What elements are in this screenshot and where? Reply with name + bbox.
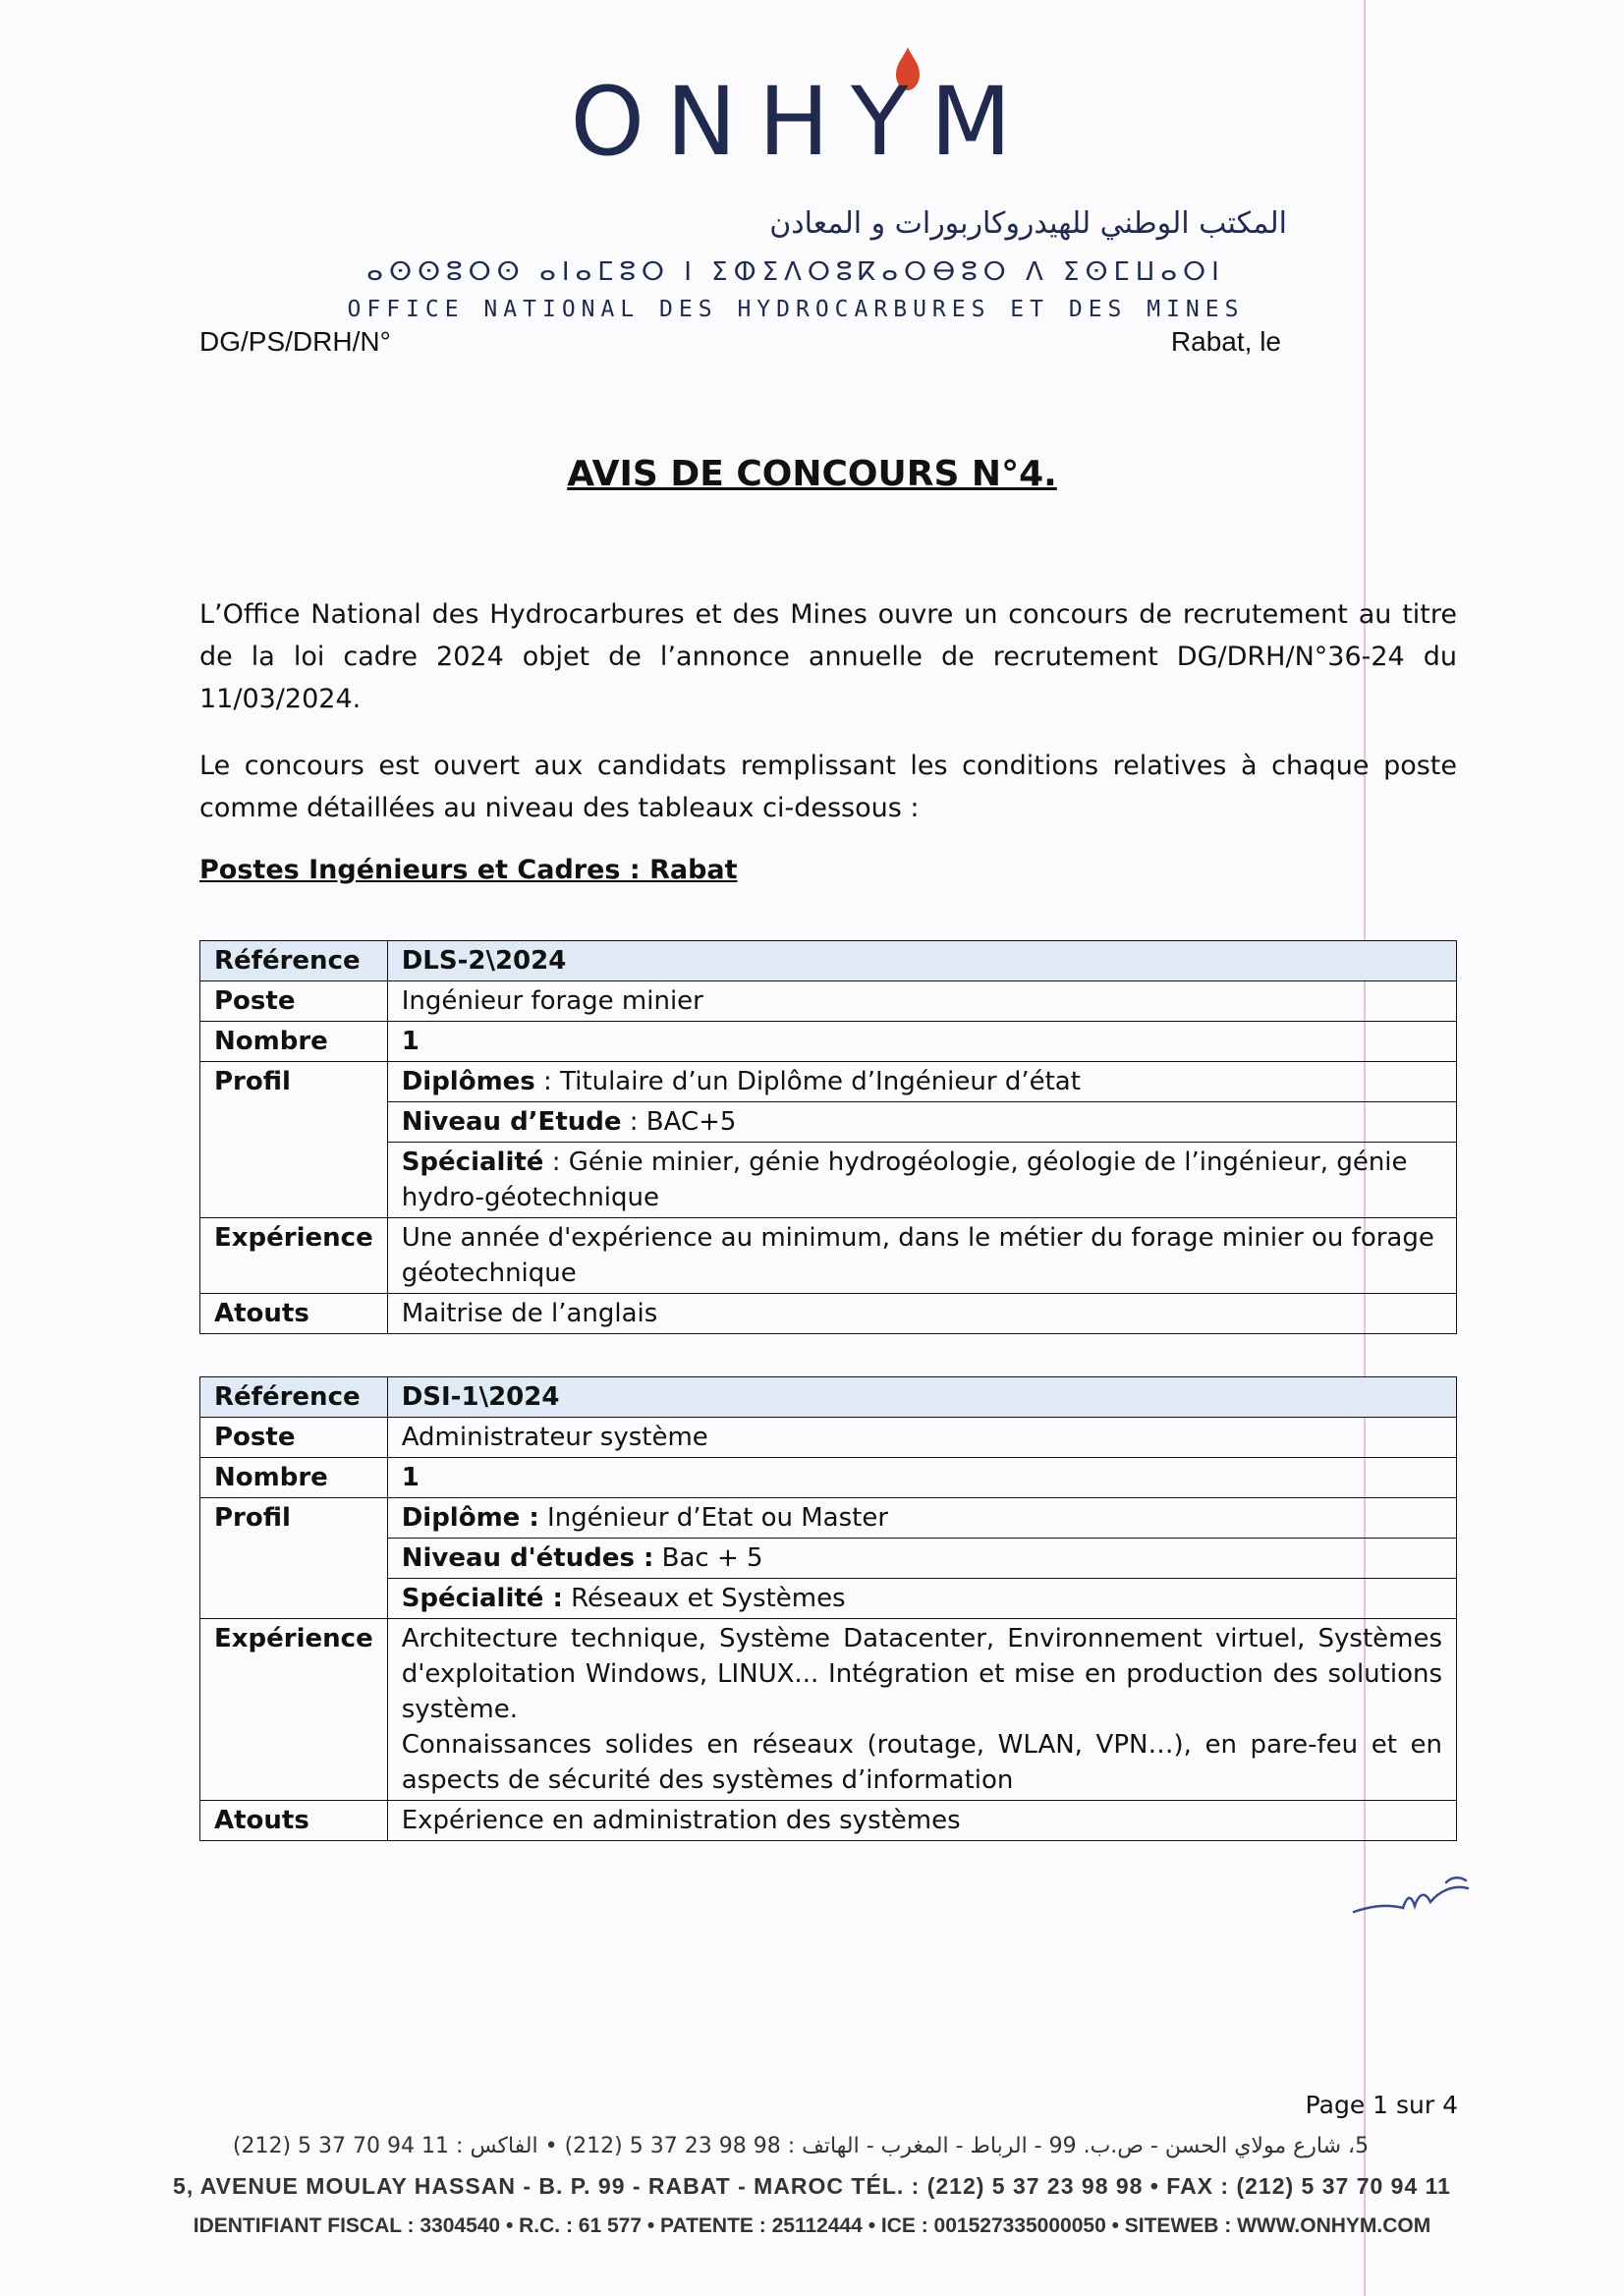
niveau-label: Niveau d’Etude [401, 1107, 622, 1137]
niveau-cell [387, 1102, 1456, 1143]
reference-value: DLS-2\2024 [387, 941, 1456, 981]
profil-label: Profil [200, 1062, 388, 1218]
job-table-dsi [199, 1376, 1457, 1841]
tifinagh-org-name: ⴰⵙⵙⵓⵔⵙ ⴰⵏⴰⵎⵓⵔ ⵏ ⵉⵀⵉⴷⵔⵓⴽⴰⵔⴱⵓⵔ ⴷ ⵉⵙⵎⵡⴰⵔⵏ [366, 257, 1225, 287]
experience-value-2: Connaissances solides en réseaux (routage, WLAN, VPN…), en pare-feu et en aspects de sécurité des systèmes d’information [401, 1730, 1442, 1795]
document-reference: DG/PS/DRH/N° [199, 326, 391, 357]
table-row [200, 1801, 1457, 1841]
job-table-dls [199, 940, 1457, 1334]
intro-paragraph: L’Office National des Hydrocarbures et des Mines ouvre un concours de recrutement au titre de la loi cadre 2024 objet de l’annonce annuelle de recrutement DG/DRH/N°36-24 du 11/03/2024. [199, 599, 1457, 714]
experience-cell [387, 1619, 1456, 1801]
onhym-logo [556, 45, 1047, 177]
nombre-value: 1 [387, 1022, 1456, 1062]
profil-label: Profil [200, 1498, 388, 1619]
table-row [200, 1062, 1457, 1102]
niveau-value: Bac + 5 [653, 1543, 763, 1573]
poste-label: Poste [200, 1418, 388, 1458]
signature-mark [1346, 1867, 1484, 1926]
poste-label: Poste [200, 981, 388, 1022]
experience-label: Expérience [200, 1619, 388, 1801]
diplome-value: Ingénieur d’Etat ou Master [538, 1503, 889, 1533]
table-row [200, 1294, 1457, 1334]
atouts-value: Maitrise de l’anglais [387, 1294, 1456, 1334]
nombre-label: Nombre [200, 1458, 388, 1498]
reference-value: DSI-1\2024 [387, 1377, 1456, 1418]
table-row [200, 1418, 1457, 1458]
poste-value: Administrateur système [387, 1418, 1456, 1458]
diplome-value: : Titulaire d’un Diplôme d’Ingénieur d’état [534, 1067, 1081, 1096]
table-row [200, 1218, 1457, 1294]
footer-arabic-address: 5، شارع مولاي الحسن - ص.ب. 99 - الرباط - المغرب - الهاتف : 98 98 23 37 5 (212) • الفاكس : 11 94 70 37 5 (212) [232, 2134, 1370, 2158]
table-row [200, 1377, 1457, 1418]
page-number: Page 1 sur 4 [1305, 2091, 1458, 2119]
table-row [200, 1619, 1457, 1801]
logo-text: ONHYM [570, 67, 1034, 177]
reference-label: Référence [200, 941, 388, 981]
specialite-label: Spécialité : [401, 1584, 563, 1613]
french-org-name: OFFICE NATIONAL DES HYDROCARBURES ET DES MINES [347, 297, 1245, 322]
specialite-value: Réseaux et Systèmes [562, 1584, 846, 1613]
section-subtitle: Postes Ingénieurs et Cadres : Rabat [199, 855, 738, 885]
arabic-org-name: المكتب الوطني للهيدروكاربورات و المعادن [769, 206, 1287, 241]
atouts-value: Expérience en administration des systèmes [387, 1801, 1456, 1841]
diplome-label: Diplôme : [401, 1503, 539, 1533]
conditions-paragraph: Le concours est ouvert aux candidats remplissant les conditions relatives à chaque poste comme détaillées au niveau des tableaux ci-dessous : [199, 751, 1457, 823]
specialite-value: : Génie minier, génie hydrogéologie, géologie de l’ingénieur, génie hydro-géotechnique [401, 1148, 1408, 1212]
table-row [200, 1458, 1457, 1498]
diplome-label: Diplômes [401, 1067, 535, 1096]
specialite-label: Spécialité [401, 1148, 544, 1177]
table-row [200, 1022, 1457, 1062]
poste-value: Ingénieur forage minier [387, 981, 1456, 1022]
footer-address: 5, AVENUE MOULAY HASSAN - B. P. 99 - RABAT - MAROC TÉL. : (212) 5 37 23 98 98 • FAX : (212) 5 37 70 94 11 [173, 2173, 1451, 2199]
table-row [200, 1579, 1457, 1619]
table-row [200, 1498, 1457, 1539]
experience-value: Une année d'expérience au minimum, dans le métier du forage minier ou forage géotechnique [387, 1218, 1456, 1294]
table-row [200, 1102, 1457, 1143]
place-date: Rabat, le [1170, 326, 1281, 357]
specialite-cell [387, 1143, 1456, 1218]
atouts-label: Atouts [200, 1294, 388, 1334]
page-title: AVIS DE CONCOURS N°4. [567, 454, 1057, 494]
diplome-cell [387, 1062, 1456, 1102]
experience-label: Expérience [200, 1218, 388, 1294]
niveau-value: : BAC+5 [621, 1107, 737, 1137]
diplome-cell [387, 1498, 1456, 1539]
niveau-label: Niveau d'études : [401, 1543, 654, 1573]
table-row [200, 981, 1457, 1022]
nombre-label: Nombre [200, 1022, 388, 1062]
nombre-value: 1 [387, 1458, 1456, 1498]
table-row [200, 941, 1457, 981]
atouts-label: Atouts [200, 1801, 388, 1841]
table-row [200, 1143, 1457, 1218]
reference-label: Référence [200, 1377, 388, 1418]
footer-identifiers: IDENTIFIANT FISCAL : 3304540 • R.C. : 61 577 • PATENTE : 25112444 • ICE : 001527335000050 • SITEWEB : WWW.ONHYM.COM [193, 2214, 1431, 2237]
experience-value-1: Architecture technique, Système Datacenter, Environnement virtuel, Systèmes d'exploitation Windows, LINUX... Intégration et mise en production des solutions système. [401, 1624, 1442, 1724]
specialite-cell [387, 1579, 1456, 1619]
niveau-cell [387, 1539, 1456, 1579]
table-row [200, 1539, 1457, 1579]
